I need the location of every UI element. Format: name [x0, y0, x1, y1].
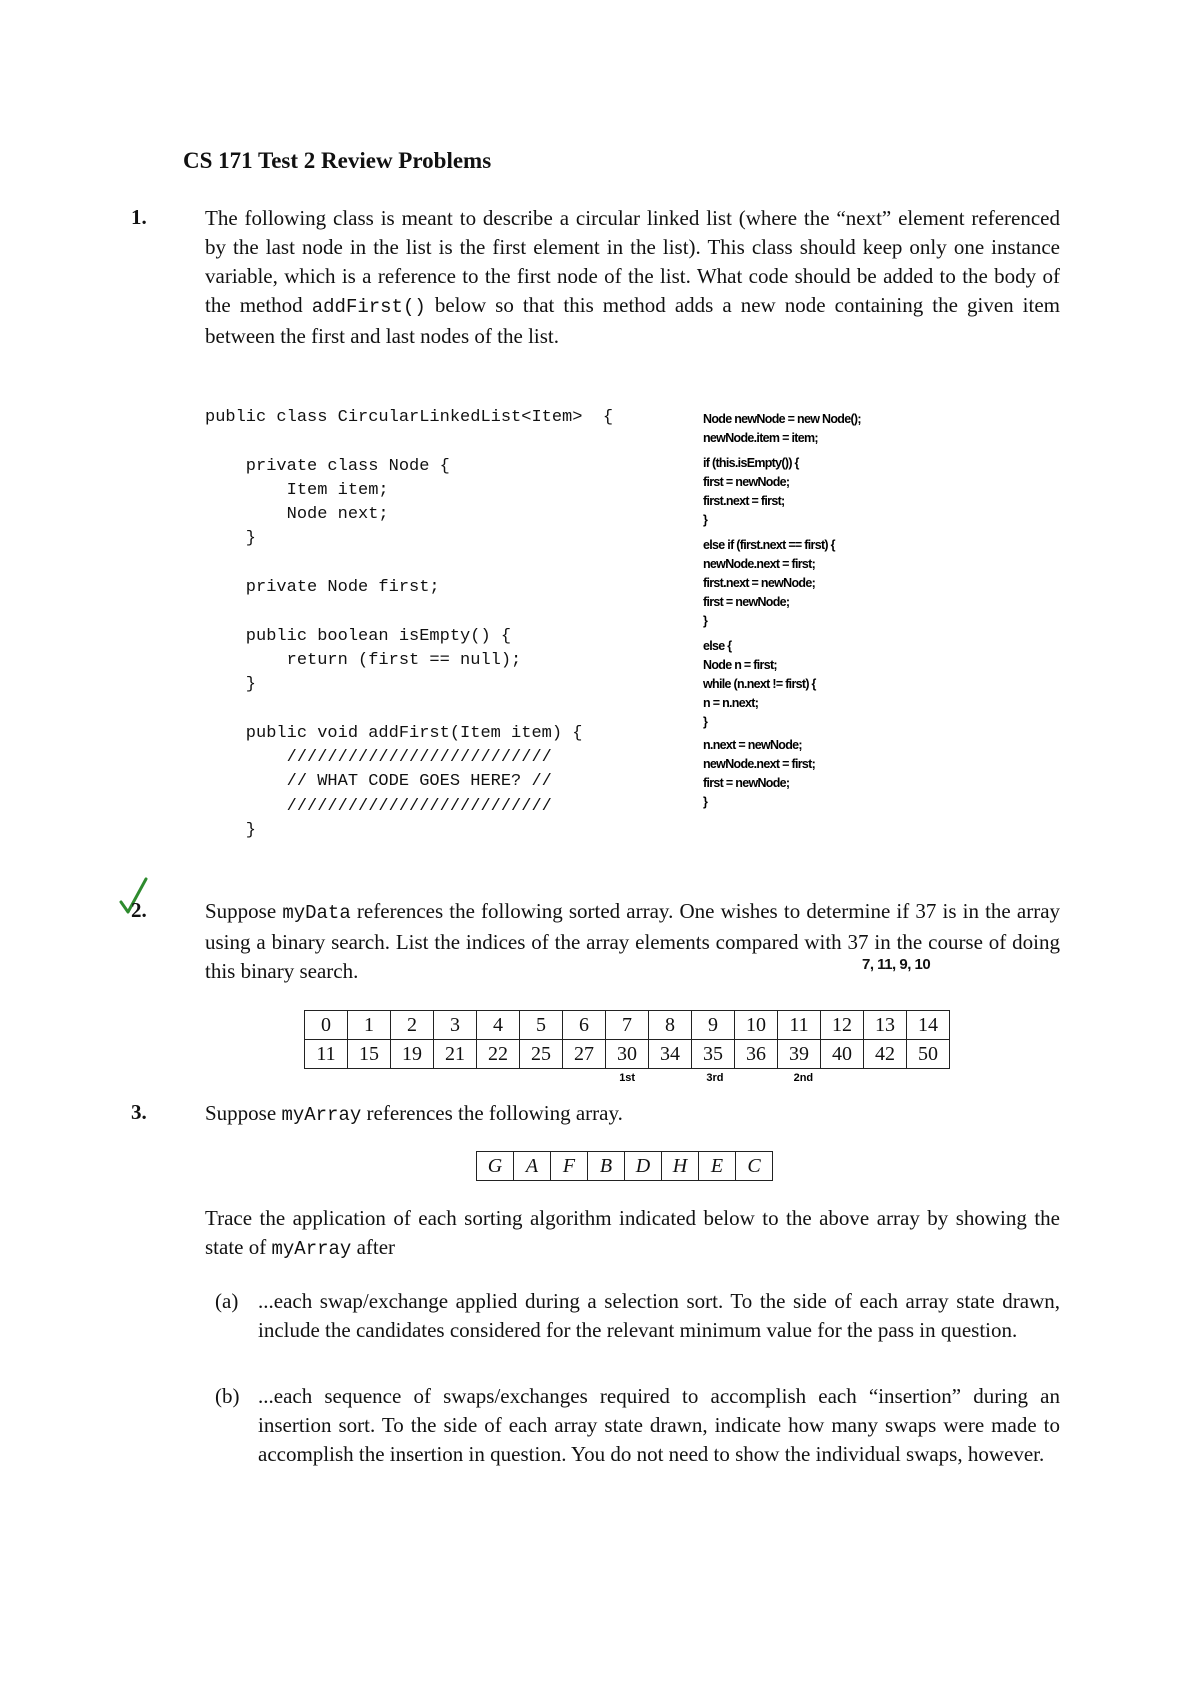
part-b-text: ...each sequence of swaps/exchanges required to accomplish each “insertion” during an insertion sort. To the side of each array state drawn, indicate how many swaps were made to accomplish the insertion in question. You do not need to show the individual swaps, however. [258, 1384, 1060, 1466]
array-index-cell: 11 [778, 1011, 821, 1040]
array-value-cell: 34 [649, 1040, 692, 1069]
letter-cell: B [588, 1152, 625, 1181]
problem-3-text-end: references the following array. [366, 1101, 623, 1125]
array-value-cell: 22 [477, 1040, 520, 1069]
var-myarray-2: myArray [271, 1238, 352, 1260]
array-index-cell: 1 [348, 1011, 391, 1040]
part-b-label: (b) [215, 1384, 240, 1408]
array-index-cell: 8 [649, 1011, 692, 1040]
handwritten-line: } [703, 613, 708, 629]
problem-2-text [205, 897, 1060, 986]
array-index-cell: 14 [907, 1011, 950, 1040]
index-row [305, 1011, 950, 1040]
letter-cell: C [736, 1152, 773, 1181]
code-listing: public class CircularLinkedList<Item> { private class Node { Item item; Node next; } private Node first; public boolean isEmpty() { return (first == null); } public void addFirst(Item item) { ////////////////////////// // WHAT CODE GOES HERE? // ////////////////////////// } [205, 408, 614, 841]
array-value-cell: 35 [692, 1040, 735, 1069]
handwritten-line: if (this.isEmpty()) { [703, 455, 799, 471]
array-value-cell: 19 [391, 1040, 434, 1069]
handwritten-line: first = newNode; [703, 775, 790, 791]
array-index-cell: 2 [391, 1011, 434, 1040]
handwritten-line: else { [703, 638, 732, 654]
array-value-cell: 42 [864, 1040, 907, 1069]
handwritten-indices-answer: 7, 11, 9, 10 [862, 956, 931, 973]
array-value-cell: 21 [434, 1040, 477, 1069]
array-index-cell: 10 [735, 1011, 778, 1040]
part-b [215, 1382, 1060, 1469]
page-title: CS 171 Test 2 Review Problems [183, 148, 492, 173]
letter-cell: E [699, 1152, 736, 1181]
array-index-cell: 3 [434, 1011, 477, 1040]
handwritten-line: newNode.next = first; [703, 756, 816, 772]
trace-text-end: after [356, 1235, 396, 1259]
part-a [215, 1287, 1060, 1345]
handwritten-line: } [703, 794, 708, 810]
letter-cell: G [477, 1152, 514, 1181]
sorted-array-table [304, 1010, 950, 1069]
handwritten-line: first = newNode; [703, 474, 790, 490]
array-value-cell: 27 [563, 1040, 606, 1069]
array-index-cell: 6 [563, 1011, 606, 1040]
problem-3-text-start: Suppose [205, 1101, 277, 1125]
comparison-order-mark: 3rd [706, 1072, 724, 1084]
part-a-text: ...each swap/exchange applied during a selection sort. To the side of each array state drawn, include the candidates considered for the relevant minimum value for the pass in question. [258, 1289, 1060, 1342]
handwritten-line: } [703, 512, 708, 528]
letter-cell: H [662, 1152, 699, 1181]
comparison-order-mark: 1st [619, 1072, 636, 1084]
problem-1-body-end: below so that this method adds a new node containing the given item between the first and last nodes of the list. [205, 293, 1061, 348]
array-index-cell: 12 [821, 1011, 864, 1040]
array-index-cell: 9 [692, 1011, 735, 1040]
handwritten-line: } [703, 714, 708, 730]
array-index-cell: 7 [606, 1011, 649, 1040]
handwritten-line: first.next = first; [703, 493, 785, 509]
problem-1-text [205, 204, 1060, 351]
array-value-cell: 36 [735, 1040, 778, 1069]
letter-cell: D [625, 1152, 662, 1181]
handwritten-line: else if (first.next == first) { [703, 537, 835, 553]
array-value-cell: 30 [606, 1040, 649, 1069]
array-value-cell: 39 [778, 1040, 821, 1069]
letter-cell: F [551, 1152, 588, 1181]
var-mydata: myData [282, 902, 351, 924]
array-index-cell: 0 [305, 1011, 348, 1040]
handwritten-line: newNode.item = item; [703, 430, 818, 446]
comparison-order-mark: 2nd [793, 1072, 814, 1084]
array-index-cell: 4 [477, 1011, 520, 1040]
handwritten-line: first = newNode; [703, 594, 790, 610]
handwritten-line: first.next = newNode; [703, 575, 816, 591]
array-value-cell: 11 [305, 1040, 348, 1069]
handwritten-code-answer [703, 410, 861, 812]
array-value-cell: 15 [348, 1040, 391, 1069]
method-name: addFirst() [311, 296, 426, 318]
problem-1-body: The following class is meant to describe a circular linked list (where the “next” element referenced by the last node in the list is the first element in the list). This class should keep only one instance variable, which is a reference to the first node of the list. What code should be added to the body of the method [205, 206, 1060, 317]
handwritten-line: n.next = newNode; [703, 737, 802, 753]
handwritten-line: Node n = first; [703, 657, 777, 673]
problem-3-text [205, 1099, 1060, 1130]
part-a-label: (a) [215, 1289, 239, 1313]
handwritten-line: n = n.next; [703, 695, 759, 711]
problem-3-number: 3. [131, 1100, 147, 1124]
trace-text-start: Trace the application of each sorting algorithm indicated below to the above array by showing the state of [205, 1206, 1060, 1259]
problem-2-text-start: Suppose [205, 899, 277, 923]
problem-2-text-end: references the following sorted array. One wishes to determine if 37 is in the array using a binary search. List the indices of the array elements compared with 37 in the course of doing this binary search. [205, 899, 1061, 983]
handwritten-line: while (n.next != first) { [703, 676, 816, 692]
array-index-cell: 5 [520, 1011, 563, 1040]
var-myarray: myArray [281, 1104, 362, 1126]
array-value-cell: 50 [907, 1040, 950, 1069]
array-value-cell: 25 [520, 1040, 563, 1069]
array-index-cell: 13 [864, 1011, 907, 1040]
value-row [305, 1040, 950, 1069]
letters-array-table [476, 1151, 773, 1181]
handwritten-line: newNode.next = first; [703, 556, 816, 572]
handwritten-line: Node newNode = new Node(); [703, 411, 861, 427]
array-value-cell: 40 [821, 1040, 864, 1069]
letter-cell: A [514, 1152, 551, 1181]
problem-2-number: 2. [131, 898, 147, 922]
letter-row [477, 1152, 773, 1181]
problem-1-number: 1. [131, 205, 147, 229]
trace-instructions [205, 1204, 1060, 1264]
